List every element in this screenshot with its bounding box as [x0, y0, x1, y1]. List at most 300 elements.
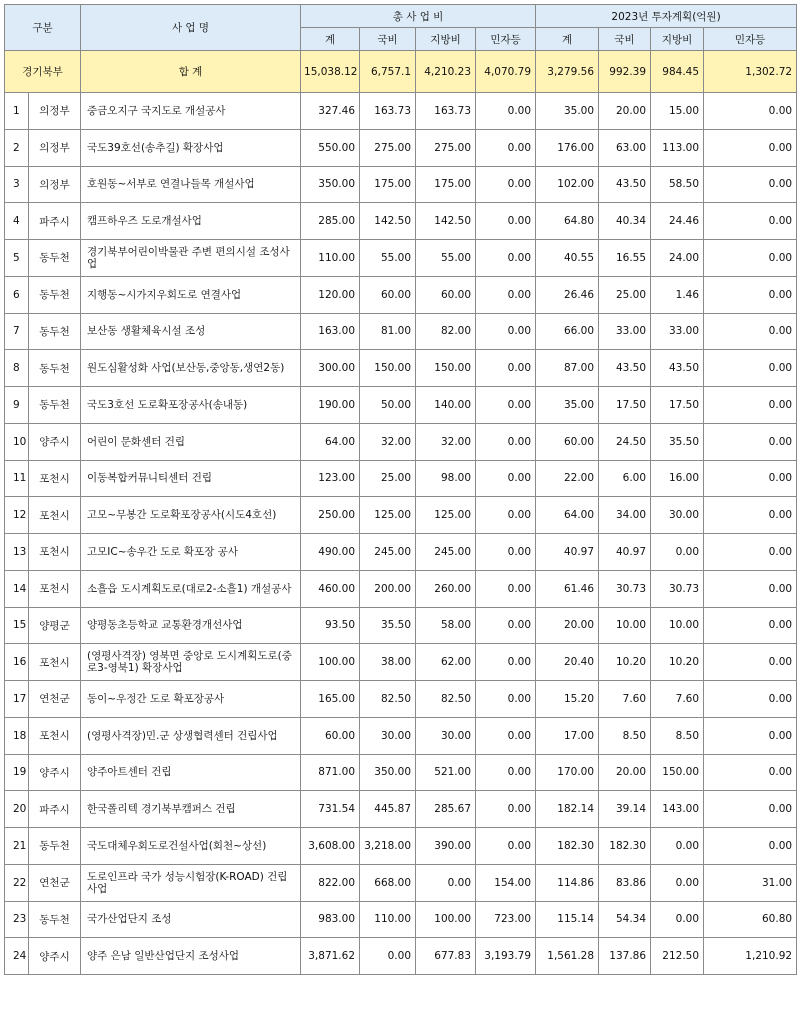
row-project-name: 한국폴리텍 경기북부캠퍼스 건립: [81, 791, 301, 828]
row-value: 32.00: [360, 423, 416, 460]
row-number: 10: [5, 423, 29, 460]
row-value: 677.83: [416, 938, 476, 975]
row-value: 0.00: [704, 276, 797, 313]
table-row: [5, 93, 797, 130]
row-value: 0.00: [476, 497, 536, 534]
row-value: 7.60: [599, 681, 651, 718]
row-region: 동두천: [29, 350, 81, 387]
row-value: 125.00: [360, 497, 416, 534]
row-number: 2: [5, 129, 29, 166]
row-number: 8: [5, 350, 29, 387]
row-value: 200.00: [360, 570, 416, 607]
row-value: 871.00: [301, 754, 360, 791]
row-region: 연천군: [29, 864, 81, 901]
row-value: 0.00: [476, 570, 536, 607]
row-value: 60.80: [704, 901, 797, 938]
row-project-name: 캠프하우즈 도로개설사업: [81, 203, 301, 240]
row-value: 0.00: [704, 791, 797, 828]
row-number: 7: [5, 313, 29, 350]
row-region: 파주시: [29, 791, 81, 828]
header-col-total: 계: [301, 28, 360, 51]
table-row: [5, 460, 797, 497]
row-number: 6: [5, 276, 29, 313]
table-row: [5, 240, 797, 277]
row-number: 9: [5, 387, 29, 424]
row-value: 0.00: [476, 681, 536, 718]
table-row: [5, 754, 797, 791]
row-value: 60.00: [416, 276, 476, 313]
total-label: 합 계: [81, 51, 301, 93]
row-value: 110.00: [301, 240, 360, 277]
row-value: 66.00: [536, 313, 599, 350]
row-number: 15: [5, 607, 29, 644]
row-value: 8.50: [599, 717, 651, 754]
row-value: 140.00: [416, 387, 476, 424]
row-number: 14: [5, 570, 29, 607]
row-value: 0.00: [704, 754, 797, 791]
row-value: 35.50: [360, 607, 416, 644]
table-row: [5, 681, 797, 718]
row-value: 20.00: [599, 93, 651, 130]
row-value: 114.86: [536, 864, 599, 901]
row-value: 39.14: [599, 791, 651, 828]
row-value: 0.00: [704, 387, 797, 424]
row-value: 0.00: [704, 93, 797, 130]
row-value: 350.00: [360, 754, 416, 791]
row-value: 0.00: [416, 864, 476, 901]
table-row: [5, 938, 797, 975]
row-value: 35.50: [651, 423, 704, 460]
row-region: 포천시: [29, 460, 81, 497]
row-value: 300.00: [301, 350, 360, 387]
row-value: 0.00: [704, 203, 797, 240]
row-value: 327.46: [301, 93, 360, 130]
row-value: 16.55: [599, 240, 651, 277]
row-value: 0.00: [476, 93, 536, 130]
row-value: 163.00: [301, 313, 360, 350]
row-value: 64.80: [536, 203, 599, 240]
row-value: 137.86: [599, 938, 651, 975]
row-number: 16: [5, 644, 29, 681]
table-row: [5, 717, 797, 754]
row-value: 93.50: [301, 607, 360, 644]
row-value: 175.00: [360, 166, 416, 203]
row-project-name: 도로인프라 국가 성능시험장(K-ROAD) 건립사업: [81, 864, 301, 901]
row-region: 동두천: [29, 387, 81, 424]
row-value: 0.00: [704, 607, 797, 644]
row-number: 3: [5, 166, 29, 203]
row-region: 파주시: [29, 203, 81, 240]
row-value: 350.00: [301, 166, 360, 203]
table-row: [5, 350, 797, 387]
row-value: 0.00: [476, 166, 536, 203]
row-value: 125.00: [416, 497, 476, 534]
row-value: 100.00: [301, 644, 360, 681]
table-row: [5, 864, 797, 901]
table-row: [5, 497, 797, 534]
row-value: 64.00: [536, 497, 599, 534]
row-value: 0.00: [476, 203, 536, 240]
row-value: 1,210.92: [704, 938, 797, 975]
table-row: [5, 791, 797, 828]
row-number: 24: [5, 938, 29, 975]
row-project-name: 원도심활성화 사업(보산동,중앙동,생연2동): [81, 350, 301, 387]
row-value: 58.50: [651, 166, 704, 203]
row-value: 170.00: [536, 754, 599, 791]
row-value: 245.00: [360, 534, 416, 571]
row-value: 31.00: [704, 864, 797, 901]
row-number: 5: [5, 240, 29, 277]
row-value: 61.46: [536, 570, 599, 607]
total-row: [5, 51, 797, 93]
row-value: 275.00: [360, 129, 416, 166]
row-value: 43.50: [599, 350, 651, 387]
row-value: 0.00: [476, 607, 536, 644]
total-region: 경기북부: [5, 51, 81, 93]
budget-table: [4, 4, 797, 975]
header-col-local-2023: 지방비: [651, 28, 704, 51]
row-value: 731.54: [301, 791, 360, 828]
row-region: 포천시: [29, 497, 81, 534]
row-value: 1.46: [651, 276, 704, 313]
row-value: 460.00: [301, 570, 360, 607]
row-value: 190.00: [301, 387, 360, 424]
row-value: 22.00: [536, 460, 599, 497]
header-col-local: 지방비: [416, 28, 476, 51]
row-value: 83.86: [599, 864, 651, 901]
table-row: [5, 570, 797, 607]
row-value: 50.00: [360, 387, 416, 424]
row-region: 동두천: [29, 901, 81, 938]
row-project-name: 지행동~시가지우회도로 연결사업: [81, 276, 301, 313]
row-value: 0.00: [704, 350, 797, 387]
row-number: 19: [5, 754, 29, 791]
row-value: 0.00: [651, 901, 704, 938]
row-value: 0.00: [704, 460, 797, 497]
header-plan-2023: 2023년 투자계획(억원): [536, 5, 797, 28]
row-region: 동두천: [29, 828, 81, 865]
row-value: 182.30: [536, 828, 599, 865]
row-number: 17: [5, 681, 29, 718]
row-value: 82.50: [416, 681, 476, 718]
table-row: [5, 166, 797, 203]
row-value: 123.00: [301, 460, 360, 497]
total-value: 4,210.23: [416, 51, 476, 93]
row-value: 0.00: [651, 828, 704, 865]
row-value: 17.50: [651, 387, 704, 424]
row-value: 60.00: [360, 276, 416, 313]
row-value: 0.00: [476, 534, 536, 571]
row-value: 0.00: [360, 938, 416, 975]
row-value: 62.00: [416, 644, 476, 681]
row-value: 150.00: [651, 754, 704, 791]
header-col-national-2023: 국비: [599, 28, 651, 51]
row-project-name: 국도3호선 도로확포장공사(송내동): [81, 387, 301, 424]
row-value: 0.00: [704, 570, 797, 607]
row-value: 43.50: [651, 350, 704, 387]
row-project-name: 보산동 생활체육시설 조성: [81, 313, 301, 350]
row-region: 의정부: [29, 129, 81, 166]
row-value: 0.00: [704, 166, 797, 203]
row-value: 250.00: [301, 497, 360, 534]
row-value: 58.00: [416, 607, 476, 644]
row-value: 0.00: [704, 423, 797, 460]
row-value: 98.00: [416, 460, 476, 497]
row-value: 275.00: [416, 129, 476, 166]
row-value: 0.00: [704, 497, 797, 534]
row-number: 4: [5, 203, 29, 240]
row-number: 18: [5, 717, 29, 754]
header-col-private: 민자등: [476, 28, 536, 51]
row-value: 154.00: [476, 864, 536, 901]
row-value: 40.97: [536, 534, 599, 571]
row-project-name: 국도대체우회도로건설사업(회천~상선): [81, 828, 301, 865]
row-value: 0.00: [651, 864, 704, 901]
row-value: 0.00: [476, 754, 536, 791]
row-project-name: 호원동~서부로 연결나들목 개설사업: [81, 166, 301, 203]
row-project-name: (영평사격장)민.군 상생협력센터 건립사업: [81, 717, 301, 754]
row-value: 983.00: [301, 901, 360, 938]
row-value: 175.00: [416, 166, 476, 203]
row-value: 3,193.79: [476, 938, 536, 975]
table-row: [5, 423, 797, 460]
header-col-private-2023: 민자등: [704, 28, 797, 51]
row-value: 82.50: [360, 681, 416, 718]
total-value: 992.39: [599, 51, 651, 93]
row-number: 11: [5, 460, 29, 497]
row-value: 87.00: [536, 350, 599, 387]
row-value: 60.00: [536, 423, 599, 460]
row-value: 33.00: [651, 313, 704, 350]
row-value: 38.00: [360, 644, 416, 681]
table-row: [5, 203, 797, 240]
row-value: 3,218.00: [360, 828, 416, 865]
row-value: 40.97: [599, 534, 651, 571]
row-value: 10.20: [599, 644, 651, 681]
row-project-name: 동이~우정간 도로 확포장공사: [81, 681, 301, 718]
row-project-name: 중금오지구 국지도로 개설공사: [81, 93, 301, 130]
row-value: 16.00: [651, 460, 704, 497]
row-region: 양주시: [29, 938, 81, 975]
row-value: 176.00: [536, 129, 599, 166]
row-region: 연천군: [29, 681, 81, 718]
header-gubun: 구분: [5, 5, 81, 51]
row-value: 34.00: [599, 497, 651, 534]
row-value: 25.00: [360, 460, 416, 497]
row-value: 0.00: [476, 791, 536, 828]
row-project-name: 이동복합커뮤니티센터 건립: [81, 460, 301, 497]
row-value: 0.00: [704, 717, 797, 754]
row-value: 285.00: [301, 203, 360, 240]
row-value: 0.00: [704, 534, 797, 571]
row-value: 20.00: [536, 607, 599, 644]
row-value: 33.00: [599, 313, 651, 350]
row-value: 0.00: [476, 828, 536, 865]
row-number: 21: [5, 828, 29, 865]
row-region: 양주시: [29, 754, 81, 791]
row-value: 3,608.00: [301, 828, 360, 865]
total-value: 15,038.12: [301, 51, 360, 93]
table-row: [5, 129, 797, 166]
row-value: 142.50: [416, 203, 476, 240]
row-value: 163.73: [360, 93, 416, 130]
row-value: 142.50: [360, 203, 416, 240]
row-project-name: 국가산업단지 조성: [81, 901, 301, 938]
header-total-cost: 총 사 업 비: [301, 5, 536, 28]
row-value: 32.00: [416, 423, 476, 460]
header-col-total-2023: 계: [536, 28, 599, 51]
budget-table-container: [4, 4, 796, 975]
table-row: [5, 387, 797, 424]
row-project-name: 양주아트센터 건립: [81, 754, 301, 791]
row-value: 0.00: [704, 313, 797, 350]
row-value: 81.00: [360, 313, 416, 350]
row-value: 0.00: [704, 240, 797, 277]
table-row: [5, 313, 797, 350]
total-value: 1,302.72: [704, 51, 797, 93]
total-value: 3,279.56: [536, 51, 599, 93]
row-value: 35.00: [536, 93, 599, 130]
row-value: 26.46: [536, 276, 599, 313]
row-value: 260.00: [416, 570, 476, 607]
row-number: 20: [5, 791, 29, 828]
row-project-name: 고모~무봉간 도로확포장공사(시도4호선): [81, 497, 301, 534]
row-value: 40.34: [599, 203, 651, 240]
row-value: 0.00: [704, 681, 797, 718]
row-region: 포천시: [29, 644, 81, 681]
row-value: 150.00: [416, 350, 476, 387]
row-region: 포천시: [29, 570, 81, 607]
row-value: 20.00: [599, 754, 651, 791]
row-value: 668.00: [360, 864, 416, 901]
row-value: 445.87: [360, 791, 416, 828]
total-value: 6,757.1: [360, 51, 416, 93]
row-value: 163.73: [416, 93, 476, 130]
row-region: 포천시: [29, 717, 81, 754]
row-value: 64.00: [301, 423, 360, 460]
row-region: 동두천: [29, 240, 81, 277]
table-row: [5, 276, 797, 313]
row-project-name: 소흘읍 도시계획도로(대로2-소흘1) 개설공사: [81, 570, 301, 607]
row-project-name: 양평동초등학교 교통환경개선사업: [81, 607, 301, 644]
row-number: 12: [5, 497, 29, 534]
row-value: 0.00: [476, 129, 536, 166]
row-number: 1: [5, 93, 29, 130]
row-value: 182.30: [599, 828, 651, 865]
row-value: 30.00: [416, 717, 476, 754]
row-region: 포천시: [29, 534, 81, 571]
row-value: 17.00: [536, 717, 599, 754]
row-value: 390.00: [416, 828, 476, 865]
table-row: [5, 607, 797, 644]
row-region: 의정부: [29, 93, 81, 130]
row-value: 15.00: [651, 93, 704, 130]
row-number: 23: [5, 901, 29, 938]
row-value: 110.00: [360, 901, 416, 938]
row-project-name: 경기북부어린이박물관 주변 편의시설 조성사업: [81, 240, 301, 277]
row-value: 10.00: [599, 607, 651, 644]
row-value: 245.00: [416, 534, 476, 571]
row-value: 30.73: [651, 570, 704, 607]
row-value: 102.00: [536, 166, 599, 203]
row-value: 1,561.28: [536, 938, 599, 975]
row-region: 의정부: [29, 166, 81, 203]
header-col-national: 국비: [360, 28, 416, 51]
row-value: 82.00: [416, 313, 476, 350]
table-row: [5, 534, 797, 571]
row-value: 490.00: [301, 534, 360, 571]
row-value: 30.73: [599, 570, 651, 607]
row-region: 동두천: [29, 276, 81, 313]
row-value: 25.00: [599, 276, 651, 313]
row-value: 150.00: [360, 350, 416, 387]
row-value: 30.00: [360, 717, 416, 754]
row-value: 0.00: [476, 644, 536, 681]
row-project-name: 국도39호선(송추길) 확장사업: [81, 129, 301, 166]
row-value: 7.60: [651, 681, 704, 718]
row-value: 182.14: [536, 791, 599, 828]
row-value: 55.00: [416, 240, 476, 277]
row-value: 24.00: [651, 240, 704, 277]
row-project-name: 고모IC~송우간 도로 확포장 공사: [81, 534, 301, 571]
table-row: [5, 901, 797, 938]
total-value: 984.45: [651, 51, 704, 93]
row-value: 54.34: [599, 901, 651, 938]
row-value: 521.00: [416, 754, 476, 791]
total-value: 4,070.79: [476, 51, 536, 93]
row-value: 0.00: [476, 717, 536, 754]
row-value: 8.50: [651, 717, 704, 754]
row-value: 113.00: [651, 129, 704, 166]
row-value: 0.00: [476, 423, 536, 460]
row-value: 43.50: [599, 166, 651, 203]
row-region: 양주시: [29, 423, 81, 460]
row-project-name: (영평사격장) 영북면 중앙로 도시계획도로(중로3-영북1) 확장사업: [81, 644, 301, 681]
row-value: 0.00: [651, 534, 704, 571]
row-value: 0.00: [704, 828, 797, 865]
row-value: 0.00: [476, 313, 536, 350]
row-value: 17.50: [599, 387, 651, 424]
table-row: [5, 644, 797, 681]
row-value: 0.00: [476, 387, 536, 424]
row-value: 0.00: [704, 129, 797, 166]
row-value: 60.00: [301, 717, 360, 754]
row-value: 0.00: [476, 460, 536, 497]
row-value: 6.00: [599, 460, 651, 497]
row-value: 120.00: [301, 276, 360, 313]
row-value: 100.00: [416, 901, 476, 938]
row-value: 550.00: [301, 129, 360, 166]
row-value: 143.00: [651, 791, 704, 828]
row-value: 24.50: [599, 423, 651, 460]
row-value: 3,871.62: [301, 938, 360, 975]
row-value: 285.67: [416, 791, 476, 828]
row-value: 0.00: [476, 350, 536, 387]
row-value: 0.00: [704, 644, 797, 681]
row-value: 723.00: [476, 901, 536, 938]
row-value: 0.00: [476, 276, 536, 313]
row-number: 22: [5, 864, 29, 901]
row-value: 40.55: [536, 240, 599, 277]
row-number: 13: [5, 534, 29, 571]
row-value: 55.00: [360, 240, 416, 277]
row-value: 822.00: [301, 864, 360, 901]
row-value: 24.46: [651, 203, 704, 240]
row-value: 30.00: [651, 497, 704, 534]
row-value: 35.00: [536, 387, 599, 424]
row-value: 115.14: [536, 901, 599, 938]
row-value: 10.20: [651, 644, 704, 681]
